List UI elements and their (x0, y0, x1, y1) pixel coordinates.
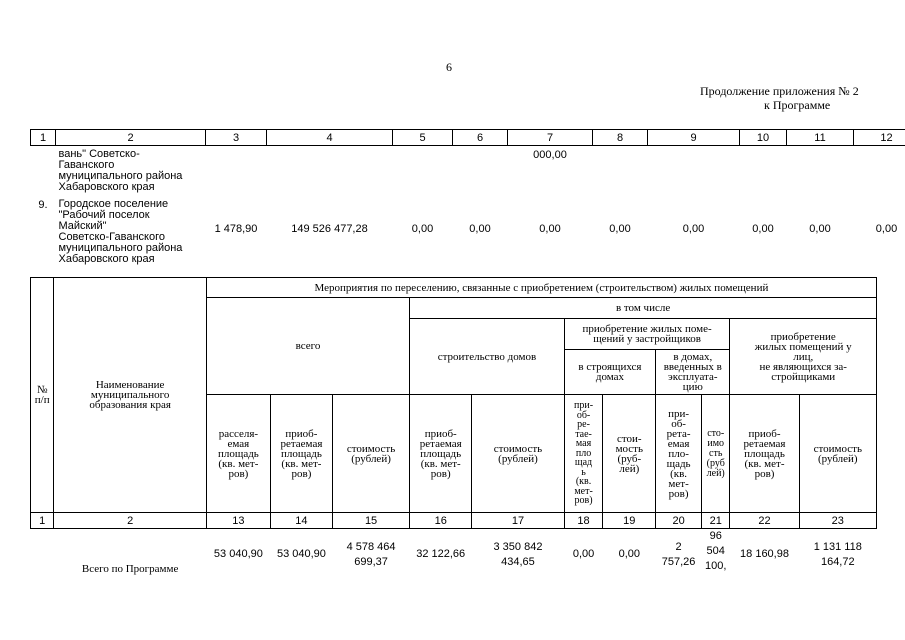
developer-purchase-header: приобретение жилых поме- щений у застройщиков в строящихся домах в домах, введенных в эксплуата- цию (564, 319, 730, 395)
subheader-c13: расселя- емая площадь (кв. мет- ров) (206, 395, 270, 513)
column-number: 14 (270, 513, 332, 529)
total-c13: 53 040,90 (213, 548, 263, 561)
cell-value: 1 478,90 (214, 223, 258, 235)
continuation-subtitle: к Программе (764, 98, 831, 112)
subheader-c14: приоб- ретаемая площадь (кв. мет- ров) (270, 395, 332, 513)
column-number: 23 (799, 513, 876, 529)
cell-value: 0,00 (752, 223, 774, 235)
column-number: 21 (701, 513, 729, 529)
total-c21: 96 504 100, (704, 530, 727, 572)
subheader-c15: стоимость (рублей) (332, 395, 409, 513)
column-number: 13 (206, 513, 270, 529)
table-row (31, 146, 905, 194)
continuation-title: Продолжение приложения № 2 (700, 84, 859, 98)
column-number-row (31, 130, 905, 146)
total-label: Всего по Программе (81, 562, 179, 575)
column-number: 7 (508, 130, 593, 146)
subheader-c16: приоб- ретаемая площадь (кв. мет- ров) (410, 395, 472, 513)
total-row (31, 529, 877, 581)
total-c18: 0,00 (572, 548, 595, 561)
col-number-header: № п/п (31, 278, 54, 513)
cell-value: 0,00 (809, 223, 831, 235)
subheader-c23: стоимость (рублей) (799, 395, 876, 513)
measures-header: Мероприятия по переселению, связанные с приобретением (строительством) жилых помещений (206, 278, 876, 298)
total-c19: 0,00 (618, 548, 640, 561)
cell-value: 0,00 (469, 223, 491, 235)
cell-value: 0,00 (875, 223, 898, 235)
total-c15: 4 578 464 699,37 (346, 540, 396, 568)
subheader-c17: стоимость (рублей) (472, 395, 565, 513)
cell-value: 0,00 (609, 223, 631, 235)
total-c22: 18 160,98 (740, 548, 789, 561)
column-number: 4 (267, 130, 393, 146)
column-number: 20 (656, 513, 702, 529)
cell-value: 0,00 (539, 223, 561, 235)
column-number: 2 (56, 130, 206, 146)
total-c17: 3 350 842 434,65 (493, 540, 543, 568)
total-c14: 53 040,90 (276, 548, 326, 561)
under-construction-header: в строящихся домах (565, 349, 656, 394)
column-number: 1 (31, 513, 54, 529)
column-number: 11 (787, 130, 854, 146)
table-part-1 (30, 129, 905, 265)
column-number: 6 (453, 130, 508, 146)
non-developer-purchase-header: приобретение жилых помещений у лиц, не являющихся за- стройщиками (730, 319, 877, 395)
column-number: 18 (564, 513, 603, 529)
column-number: 19 (603, 513, 656, 529)
total-c20: 2 757,26 (661, 540, 696, 568)
table-row (31, 193, 905, 265)
subheader-c19: стои- мость (руб- лей) (603, 395, 656, 513)
column-number: 12 (854, 130, 905, 146)
cell-value: 149 526 477,28 (291, 223, 368, 235)
construction-header: строительство домов (410, 319, 565, 395)
cell-value: 0,00 (411, 223, 434, 235)
column-number: 5 (393, 130, 453, 146)
column-number: 16 (410, 513, 472, 529)
column-number: 15 (332, 513, 409, 529)
column-number-row (31, 513, 877, 529)
subheader-c21: сто- имо сть (руб лей) (701, 395, 729, 513)
cell-value: 000,00 (533, 149, 567, 161)
page-number: 6 (446, 60, 452, 74)
column-number: 17 (472, 513, 565, 529)
municipality-name: вань" Советско- Гаванского муниципального района Хабаровского края (58, 148, 183, 193)
total-c16: 32 122,66 (416, 548, 466, 561)
column-number: 10 (740, 130, 787, 146)
column-number: 9 (648, 130, 740, 146)
municipality-name: Городское поселение "Рабочий поселок Майский" Советско-Гаванского муниципального района Хабаровского края (58, 198, 183, 265)
col-name-header: Наименование муниципального образования края (54, 278, 207, 513)
column-number: 8 (593, 130, 648, 146)
including-header: в том числе (410, 298, 877, 319)
total-c23: 1 131 118 164,72 (813, 540, 862, 568)
row-number: 9. (38, 199, 48, 211)
column-number: 22 (730, 513, 799, 529)
total-group-header: всего (206, 298, 409, 395)
table-part-2 (30, 277, 877, 581)
subheader-c20: при- об- рета- емая пло- щадь (кв. мет- ров) (656, 395, 702, 513)
subheader-c22: приоб- ретаемая площадь (кв. мет- ров) (730, 395, 799, 513)
cell-value: 0,00 (682, 223, 705, 235)
column-number: 2 (54, 513, 207, 529)
subheader-c18: при- об- ре- тае- мая пло щад ь (кв. мет- ров) (564, 395, 603, 513)
column-number: 1 (31, 130, 56, 146)
column-number: 3 (206, 130, 267, 146)
commissioned-header: в домах, введенных в эксплуата- цию (663, 350, 722, 393)
